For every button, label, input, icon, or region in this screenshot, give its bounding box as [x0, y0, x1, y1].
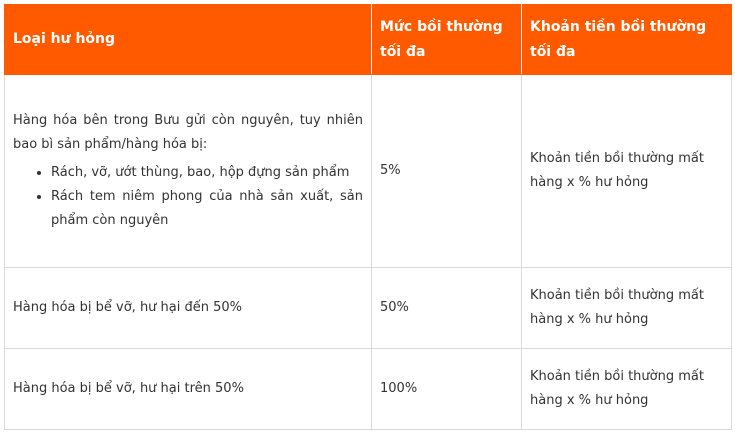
amount-cell: Khoản tiền bồi thường mất hàng x % hư hỏng [522, 75, 732, 268]
header-max-rate: Mức bồi thường tối đa [372, 5, 522, 75]
table-row [5, 75, 732, 268]
bullet-item: • Rách, vỡ, ướt thùng, bao, hộp đựng sản phẩm [51, 161, 363, 185]
table-row [5, 349, 732, 430]
header-max-amount: Khoản tiền bồi thường tối đa [522, 5, 732, 75]
damage-intro: Hàng hóa bên trong Bưu gửi còn nguyên, tuy nhiên bao bì sản phẩm/hàng hóa bị: [13, 113, 363, 152]
rate-cell: 5% [372, 75, 522, 268]
damage-cell: Hàng hóa bị bể vỡ, hư hại đến 50% [5, 268, 372, 349]
table-row [5, 268, 732, 349]
header-damage-type: Loại hư hỏng [5, 5, 372, 75]
table-header [5, 5, 732, 75]
header-row [5, 5, 732, 75]
damage-cell: Hàng hóa bị bể vỡ, hư hại trên 50% [5, 349, 372, 430]
damage-bullet-list [13, 161, 363, 233]
amount-cell: Khoản tiền bồi thường mất hàng x % hư hỏng [522, 349, 732, 430]
rate-cell: 50% [372, 268, 522, 349]
bullet-item: • Rách tem niêm phong của nhà sản xuất, sản phẩm còn nguyên [51, 185, 363, 233]
damage-cell [5, 75, 372, 268]
rate-cell: 100% [372, 349, 522, 430]
table-body [5, 75, 732, 430]
compensation-table [4, 4, 732, 430]
amount-cell: Khoản tiền bồi thường mất hàng x % hư hỏng [522, 268, 732, 349]
